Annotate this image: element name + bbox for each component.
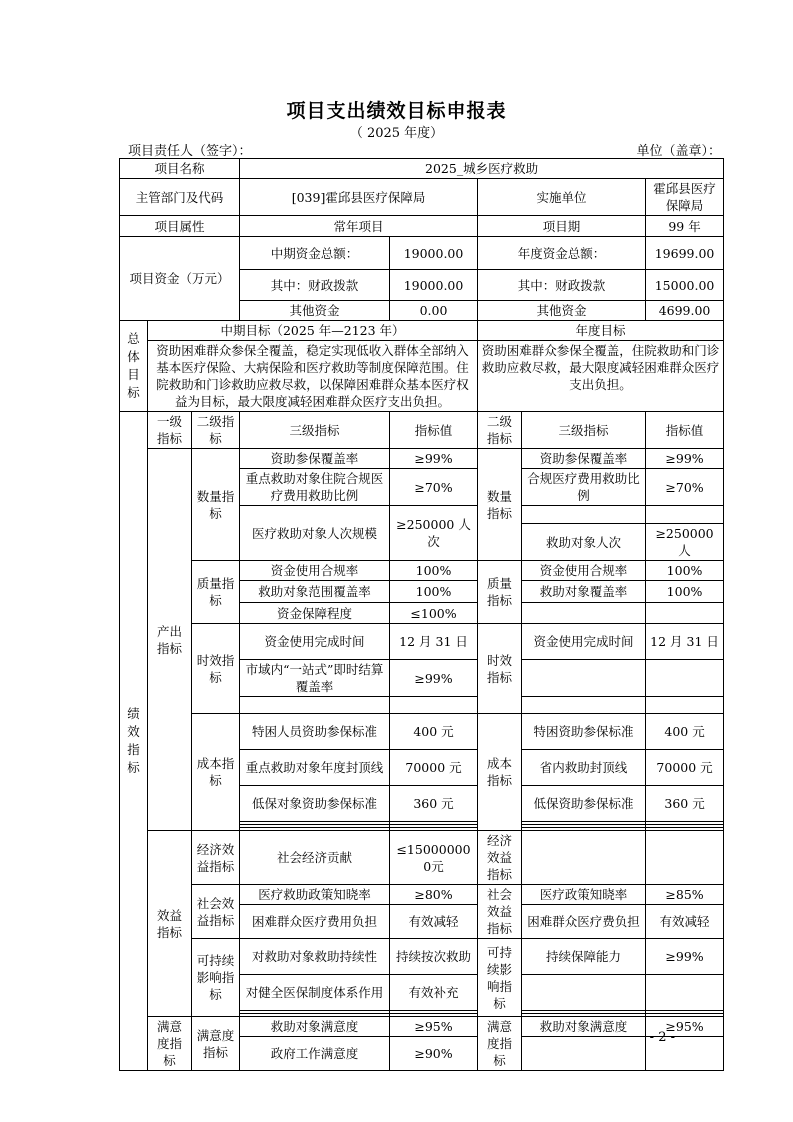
year-other-value: 4699.00 bbox=[646, 301, 724, 321]
social-year-name: 困难群众医疗费负担 bbox=[522, 905, 646, 939]
year-fiscal-value: 15000.00 bbox=[646, 270, 724, 301]
quantity-year-value: ≥70% bbox=[646, 469, 724, 506]
level2-header: 二级指标 bbox=[192, 412, 240, 449]
value-header: 指标值 bbox=[390, 412, 478, 449]
cost-mid-name: 低保对象资助参保标准 bbox=[240, 786, 390, 822]
quantity-year-blank bbox=[522, 506, 646, 524]
cost-indicator-label: 成本指标 bbox=[192, 714, 240, 831]
cost-mid-value: 400 元 bbox=[390, 714, 478, 750]
time-mid-name: 资金使用完成时间 bbox=[240, 624, 390, 660]
quantity-mid-name: 重点救助对象住院合规医疗费用救助比例 bbox=[240, 469, 390, 506]
quality-year-name: 资金使用合规率 bbox=[522, 561, 646, 581]
quality-year-value: 100% bbox=[646, 561, 724, 581]
unit-seal-label: 单位（盖章）： bbox=[636, 144, 721, 159]
sustain-year-value: ≥99% bbox=[646, 939, 724, 975]
satisfaction-mid-name: 救助对象满意度 bbox=[240, 1017, 390, 1037]
social-year-name: 医疗政策知晓率 bbox=[522, 885, 646, 905]
cost-mid-value: 360 元 bbox=[390, 786, 478, 822]
project-attr-label: 项目属性 bbox=[120, 216, 240, 237]
quality-year-name: 救助对象覆盖率 bbox=[522, 581, 646, 603]
economic-year-blank bbox=[522, 831, 646, 885]
perf-indicator-label: 绩效指标 bbox=[120, 412, 148, 1071]
quality-mid-value: 100% bbox=[390, 561, 478, 581]
year-total-label: 年度资金总额： bbox=[478, 237, 646, 270]
benefit-indicator-label: 效益指标 bbox=[148, 831, 192, 1017]
cost-year-value: 360 元 bbox=[646, 786, 724, 822]
mid-total-label: 中期资金总额： bbox=[240, 237, 390, 270]
social-indicator-label: 社会效益指标 bbox=[192, 885, 240, 939]
quality-year-blank bbox=[522, 603, 646, 624]
cost-mid-name: 重点救助对象年度封顶线 bbox=[240, 750, 390, 786]
satisfaction-mid-value: ≥90% bbox=[390, 1037, 478, 1071]
satisfaction-year-blank bbox=[522, 1037, 646, 1071]
quantity-year-name: 救助对象人次 bbox=[522, 524, 646, 561]
page-title: 项目支出绩效目标申报表 bbox=[286, 100, 507, 122]
sustain-year-blank bbox=[522, 975, 646, 1011]
level2-header-year: 二级指标 bbox=[478, 412, 522, 449]
quantity-year-value: ≥250000 人 bbox=[646, 524, 724, 561]
quality-indicator-label: 质量指标 bbox=[192, 561, 240, 624]
quality-year-blank bbox=[646, 603, 724, 624]
year-fiscal-label: 其中：财政拨款 bbox=[478, 270, 646, 301]
sustain-mid-name: 对救助对象救助持续性 bbox=[240, 939, 390, 975]
output-indicator-label: 产出指标 bbox=[148, 449, 192, 831]
satisfaction-mid-value: ≥95% bbox=[390, 1017, 478, 1037]
time-mid-blank bbox=[240, 697, 390, 714]
year-goal-header: 年度目标 bbox=[478, 321, 724, 341]
cost-year-value: 70000 元 bbox=[646, 750, 724, 786]
satisfaction-mid-name: 政府工作满意度 bbox=[240, 1037, 390, 1071]
time-mid-value: 12 月 31 日 bbox=[390, 624, 478, 660]
value-header-year: 指标值 bbox=[646, 412, 724, 449]
quality-mid-name: 资金保障程度 bbox=[240, 603, 390, 624]
mid-total-value: 19000.00 bbox=[390, 237, 478, 270]
level3-header: 三级指标 bbox=[240, 412, 390, 449]
mid-fiscal-value: 19000.00 bbox=[390, 270, 478, 301]
social-indicator-label-year: 社会效益指标 bbox=[478, 885, 522, 939]
sustain-mid-name: 对健全医保制度体系作用 bbox=[240, 975, 390, 1011]
time-indicator-label: 时效指标 bbox=[192, 624, 240, 714]
social-mid-name: 困难群众医疗费用负担 bbox=[240, 905, 390, 939]
time-year-name: 资金使用完成时间 bbox=[522, 624, 646, 660]
quantity-year-value: ≥99% bbox=[646, 449, 724, 469]
mid-other-value: 0.00 bbox=[390, 301, 478, 321]
year-subtitle: （ 2025 年度） bbox=[349, 126, 444, 141]
time-mid-name: 市域内“一站式”即时结算覆盖率 bbox=[240, 660, 390, 697]
quality-mid-value: 100% bbox=[390, 581, 478, 603]
project-attr-value: 常年项目 bbox=[240, 216, 478, 237]
level1-header: 一级指标 bbox=[148, 412, 192, 449]
dept-value: [039]霍邱县医疗保障局 bbox=[240, 179, 478, 216]
social-mid-value: ≥80% bbox=[390, 885, 478, 905]
satisfaction-indicator-label: 满意度指标 bbox=[148, 1017, 192, 1071]
time-mid-value: ≥99% bbox=[390, 660, 478, 697]
impl-unit-value: 霍邱县医疗保障局 bbox=[646, 179, 724, 216]
economic-year-blank bbox=[646, 831, 724, 885]
overall-goal-label: 总体目标 bbox=[120, 321, 148, 412]
dept-label: 主管部门及代码 bbox=[120, 179, 240, 216]
quantity-mid-value: ≥250000 人次 bbox=[390, 506, 478, 561]
time-year-value: 12 月 31 日 bbox=[646, 624, 724, 660]
sustain-year-name: 持续保障能力 bbox=[522, 939, 646, 975]
sustain-mid-value: 有效补充 bbox=[390, 975, 478, 1011]
year-goal-text: 资助困难群众参保全覆盖，住院救助和门诊救助应救尽救，最大限度减轻困难群众医疗支出负担。 bbox=[478, 341, 724, 412]
responsible-person-label: 项目责任人（签字）： bbox=[128, 144, 252, 159]
quantity-indicator-label-year: 数量指标 bbox=[478, 449, 522, 561]
satisfaction-sub-label-year: 满意度指标 bbox=[478, 1017, 522, 1071]
cost-year-name: 特困资助参保标准 bbox=[522, 714, 646, 750]
social-year-value: 有效减轻 bbox=[646, 905, 724, 939]
quantity-mid-value: ≥99% bbox=[390, 449, 478, 469]
cost-mid-name: 特困人员资助参保标准 bbox=[240, 714, 390, 750]
level3-header-year: 三级指标 bbox=[522, 412, 646, 449]
economic-indicator-label-year: 经济效益指标 bbox=[478, 831, 522, 885]
time-year-blank bbox=[646, 660, 724, 697]
quality-indicator-label-year: 质量指标 bbox=[478, 561, 522, 624]
cost-year-name: 低保资助参保标准 bbox=[522, 786, 646, 822]
time-year-blank bbox=[646, 697, 724, 714]
economic-mid-name: 社会经济贡献 bbox=[240, 831, 390, 885]
cost-indicator-label-year: 成本指标 bbox=[478, 714, 522, 831]
page-number: - 2 - bbox=[649, 1030, 675, 1045]
quantity-indicator-label: 数量指标 bbox=[192, 449, 240, 561]
cost-year-name: 省内救助封顶线 bbox=[522, 750, 646, 786]
quality-mid-name: 救助对象范围覆盖率 bbox=[240, 581, 390, 603]
time-year-blank bbox=[522, 697, 646, 714]
project-name-value: 2025_城乡医疗救助 bbox=[240, 159, 724, 179]
quantity-year-name: 合规医疗费用救助比例 bbox=[522, 469, 646, 506]
mid-goal-text: 资助困难群众参保全覆盖，稳定实现低收入群体全部纳入基本医疗保险、大病保险和医疗救助等制度保障范围。住院救助和门诊救助应救尽救，以保障困难群众基本医疗权益为目标，最大限度减轻困难群众医疗支出负担。 bbox=[148, 341, 478, 412]
sustain-indicator-label: 可持续影响指标 bbox=[192, 939, 240, 1017]
quantity-year-blank bbox=[646, 506, 724, 524]
mid-goal-header: 中期目标（2025 年—2123 年） bbox=[148, 321, 478, 341]
year-other-label: 其他资金 bbox=[478, 301, 646, 321]
cost-year-value: 400 元 bbox=[646, 714, 724, 750]
satisfaction-year-value: ≥95% bbox=[646, 1017, 724, 1037]
quantity-mid-name: 医疗救助对象人次规模 bbox=[240, 506, 390, 561]
project-period-label: 项目期 bbox=[478, 216, 646, 237]
quality-mid-name: 资金使用合规率 bbox=[240, 561, 390, 581]
sustain-indicator-label-year: 可持续影响指标 bbox=[478, 939, 522, 1017]
quantity-year-name: 资助参保覆盖率 bbox=[522, 449, 646, 469]
cost-mid-value: 70000 元 bbox=[390, 750, 478, 786]
quality-mid-value: ≤100% bbox=[390, 603, 478, 624]
social-year-value: ≥85% bbox=[646, 885, 724, 905]
satisfaction-year-name: 救助对象满意度 bbox=[522, 1017, 646, 1037]
sustain-year-blank bbox=[646, 975, 724, 1011]
impl-unit-label: 实施单位 bbox=[478, 179, 646, 216]
social-mid-value: 有效减轻 bbox=[390, 905, 478, 939]
social-mid-name: 医疗救助政策知晓率 bbox=[240, 885, 390, 905]
satisfaction-sub-label: 满意度指标 bbox=[192, 1017, 240, 1071]
time-indicator-label-year: 时效指标 bbox=[478, 624, 522, 714]
quality-year-value: 100% bbox=[646, 581, 724, 603]
quantity-mid-value: ≥70% bbox=[390, 469, 478, 506]
year-total-value: 19699.00 bbox=[646, 237, 724, 270]
time-year-blank bbox=[522, 660, 646, 697]
economic-indicator-label: 经济效益指标 bbox=[192, 831, 240, 885]
sustain-mid-value: 持续按次救助 bbox=[390, 939, 478, 975]
project-period-value: 99 年 bbox=[646, 216, 724, 237]
performance-target-table bbox=[119, 158, 724, 1071]
project-name-label: 项目名称 bbox=[120, 159, 240, 179]
project-funds-label: 项目资金（万元） bbox=[120, 237, 240, 321]
economic-mid-value: ≤150000000元 bbox=[390, 831, 478, 885]
mid-fiscal-label: 其中：财政拨款 bbox=[240, 270, 390, 301]
mid-other-label: 其他资金 bbox=[240, 301, 390, 321]
time-mid-blank bbox=[390, 697, 478, 714]
quantity-mid-name: 资助参保覆盖率 bbox=[240, 449, 390, 469]
